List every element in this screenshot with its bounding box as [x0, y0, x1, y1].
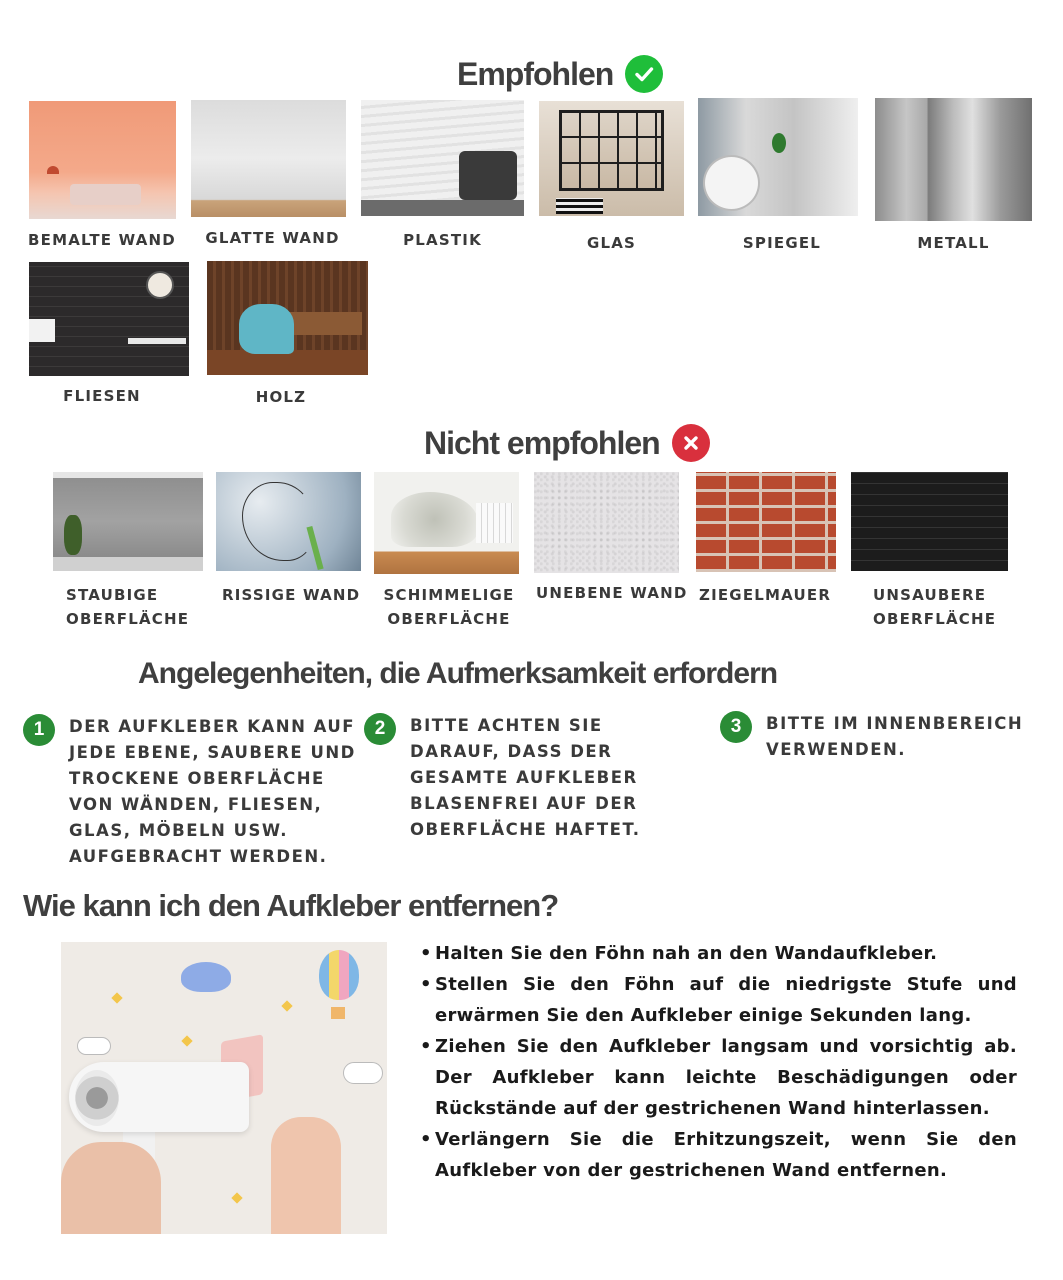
text-line: VON WÄNDEN, FLIESEN, [69, 795, 323, 814]
item-label: PLASTIK [403, 231, 482, 249]
attention-item-3 [720, 711, 1023, 763]
star-sticker [281, 1000, 292, 1011]
removal-heading [23, 885, 558, 927]
smooth-wall-photo [191, 100, 346, 217]
x-circle-icon [672, 424, 710, 462]
attention-text [410, 713, 640, 843]
cloud-sticker [77, 1037, 111, 1055]
mouldy-surface-photo [374, 472, 519, 574]
text-line: VERWENDEN. [766, 740, 907, 759]
removal-step: • Halten Sie den Föhn nah an den Wandaufkleber. [420, 938, 1017, 969]
item-label-line2: OBERFLÄCHE [387, 610, 511, 628]
item-label: GLATTE WAND [205, 229, 340, 247]
item-label: GLAS [586, 234, 637, 252]
item-label-line1: ZIEGELMAUER [699, 586, 832, 604]
balloon-sticker [319, 950, 359, 1000]
dusty-surface-photo [53, 472, 203, 571]
number-badge: 3 [720, 711, 752, 743]
check-circle-icon [625, 55, 663, 93]
text-line: BITTE ACHTEN SIE [410, 716, 603, 735]
attention-text [766, 711, 1023, 763]
uneven-wall-photo [534, 472, 679, 573]
whale-sticker [181, 962, 231, 992]
tiles-wall-photo [29, 262, 189, 376]
mirror-wall-photo [698, 98, 858, 216]
balloon-basket [331, 1007, 345, 1019]
wood-wall-photo [207, 261, 368, 375]
glass-wall-photo [539, 101, 684, 216]
item-label: HOLZ [255, 388, 307, 406]
attention-heading [138, 653, 777, 695]
plastic-wall-photo [361, 100, 524, 216]
hand [271, 1117, 341, 1234]
painted-wall-photo [29, 101, 176, 219]
item-label-line1: UNEBENE WAND [536, 584, 688, 602]
item-label-line2: OBERFLÄCHE [873, 610, 997, 628]
cloud-sticker [343, 1062, 383, 1084]
not-recommended-title: Nicht empfohlen [424, 424, 660, 461]
text-line: GLAS, MÖBELN USW. [69, 821, 288, 840]
item-label-line1: UNSAUBERE [873, 586, 987, 604]
text-line: DER AUFKLEBER KANN AUF [69, 717, 356, 736]
star-sticker [231, 1192, 242, 1203]
removal-step: • Ziehen Sie den Aufkleber langsam und vorsichtig ab. Der Aufkleber kann leichte Beschädigungen oder Rückstände auf der gestrichenen Wand hinterlassen. [420, 1031, 1017, 1124]
dryer-grill [75, 1070, 119, 1126]
removal-step: • Stellen Sie den Föhn auf die niedrigste Stufe und erwärmen Sie den Aufkleber einige Sekunden lang. [420, 969, 1017, 1031]
recommended-title: Empfohlen [457, 55, 614, 92]
recommended-heading [457, 53, 663, 95]
item-label-line1: SCHIMMELIGE [383, 586, 515, 604]
removal-step: • Verlängern Sie die Erhitzungszeit, wenn Sie den Aufkleber von der gestrichenen Wand entfernen. [420, 1124, 1017, 1186]
text-line: BITTE IM INNENBEREICH [766, 714, 1024, 733]
dirty-surface-photo [851, 472, 1008, 571]
not-recommended-heading [424, 422, 710, 464]
item-label-line1: RISSIGE WAND [222, 586, 361, 604]
item-label-line1: STAUBIGE [66, 586, 159, 604]
hair-dryer-removing-sticker-photo [61, 942, 387, 1234]
star-sticker [111, 992, 122, 1003]
text-line: TROCKENE OBERFLÄCHE [69, 769, 325, 788]
brick-wall-photo [696, 472, 836, 572]
text-line: AUFGEBRACHT WERDEN. [69, 847, 328, 866]
item-label: FLIESEN [63, 387, 141, 405]
attention-item-2 [364, 713, 640, 843]
attention-title: Angelegenheiten, die Aufmerksamkeit erfordern [138, 657, 778, 690]
removal-steps-list [420, 938, 1017, 1186]
text-line: JEDE EBENE, SAUBERE UND [69, 743, 356, 762]
number-badge: 1 [23, 714, 55, 746]
text-line: DARAUF, DASS DER [410, 742, 613, 761]
number-badge: 2 [364, 713, 396, 745]
removal-title: Wie kann ich den Aufkleber entfernen? [23, 888, 559, 923]
text-line: GESAMTE AUFKLEBER [410, 768, 638, 787]
item-label: SPIEGEL [742, 234, 822, 252]
cracked-wall-photo [216, 472, 361, 571]
item-label: METALL [917, 234, 990, 252]
attention-item-1 [23, 714, 356, 870]
item-label: BEMALTE WAND [28, 231, 176, 249]
attention-text [69, 714, 356, 870]
text-line: BLASENFREI AUF DER [410, 794, 638, 813]
metal-surface-photo [875, 98, 1032, 221]
item-label-line2: OBERFLÄCHE [66, 610, 190, 628]
hand [61, 1142, 161, 1234]
star-sticker [181, 1035, 192, 1046]
text-line: OBERFLÄCHE HAFTET. [410, 820, 641, 839]
